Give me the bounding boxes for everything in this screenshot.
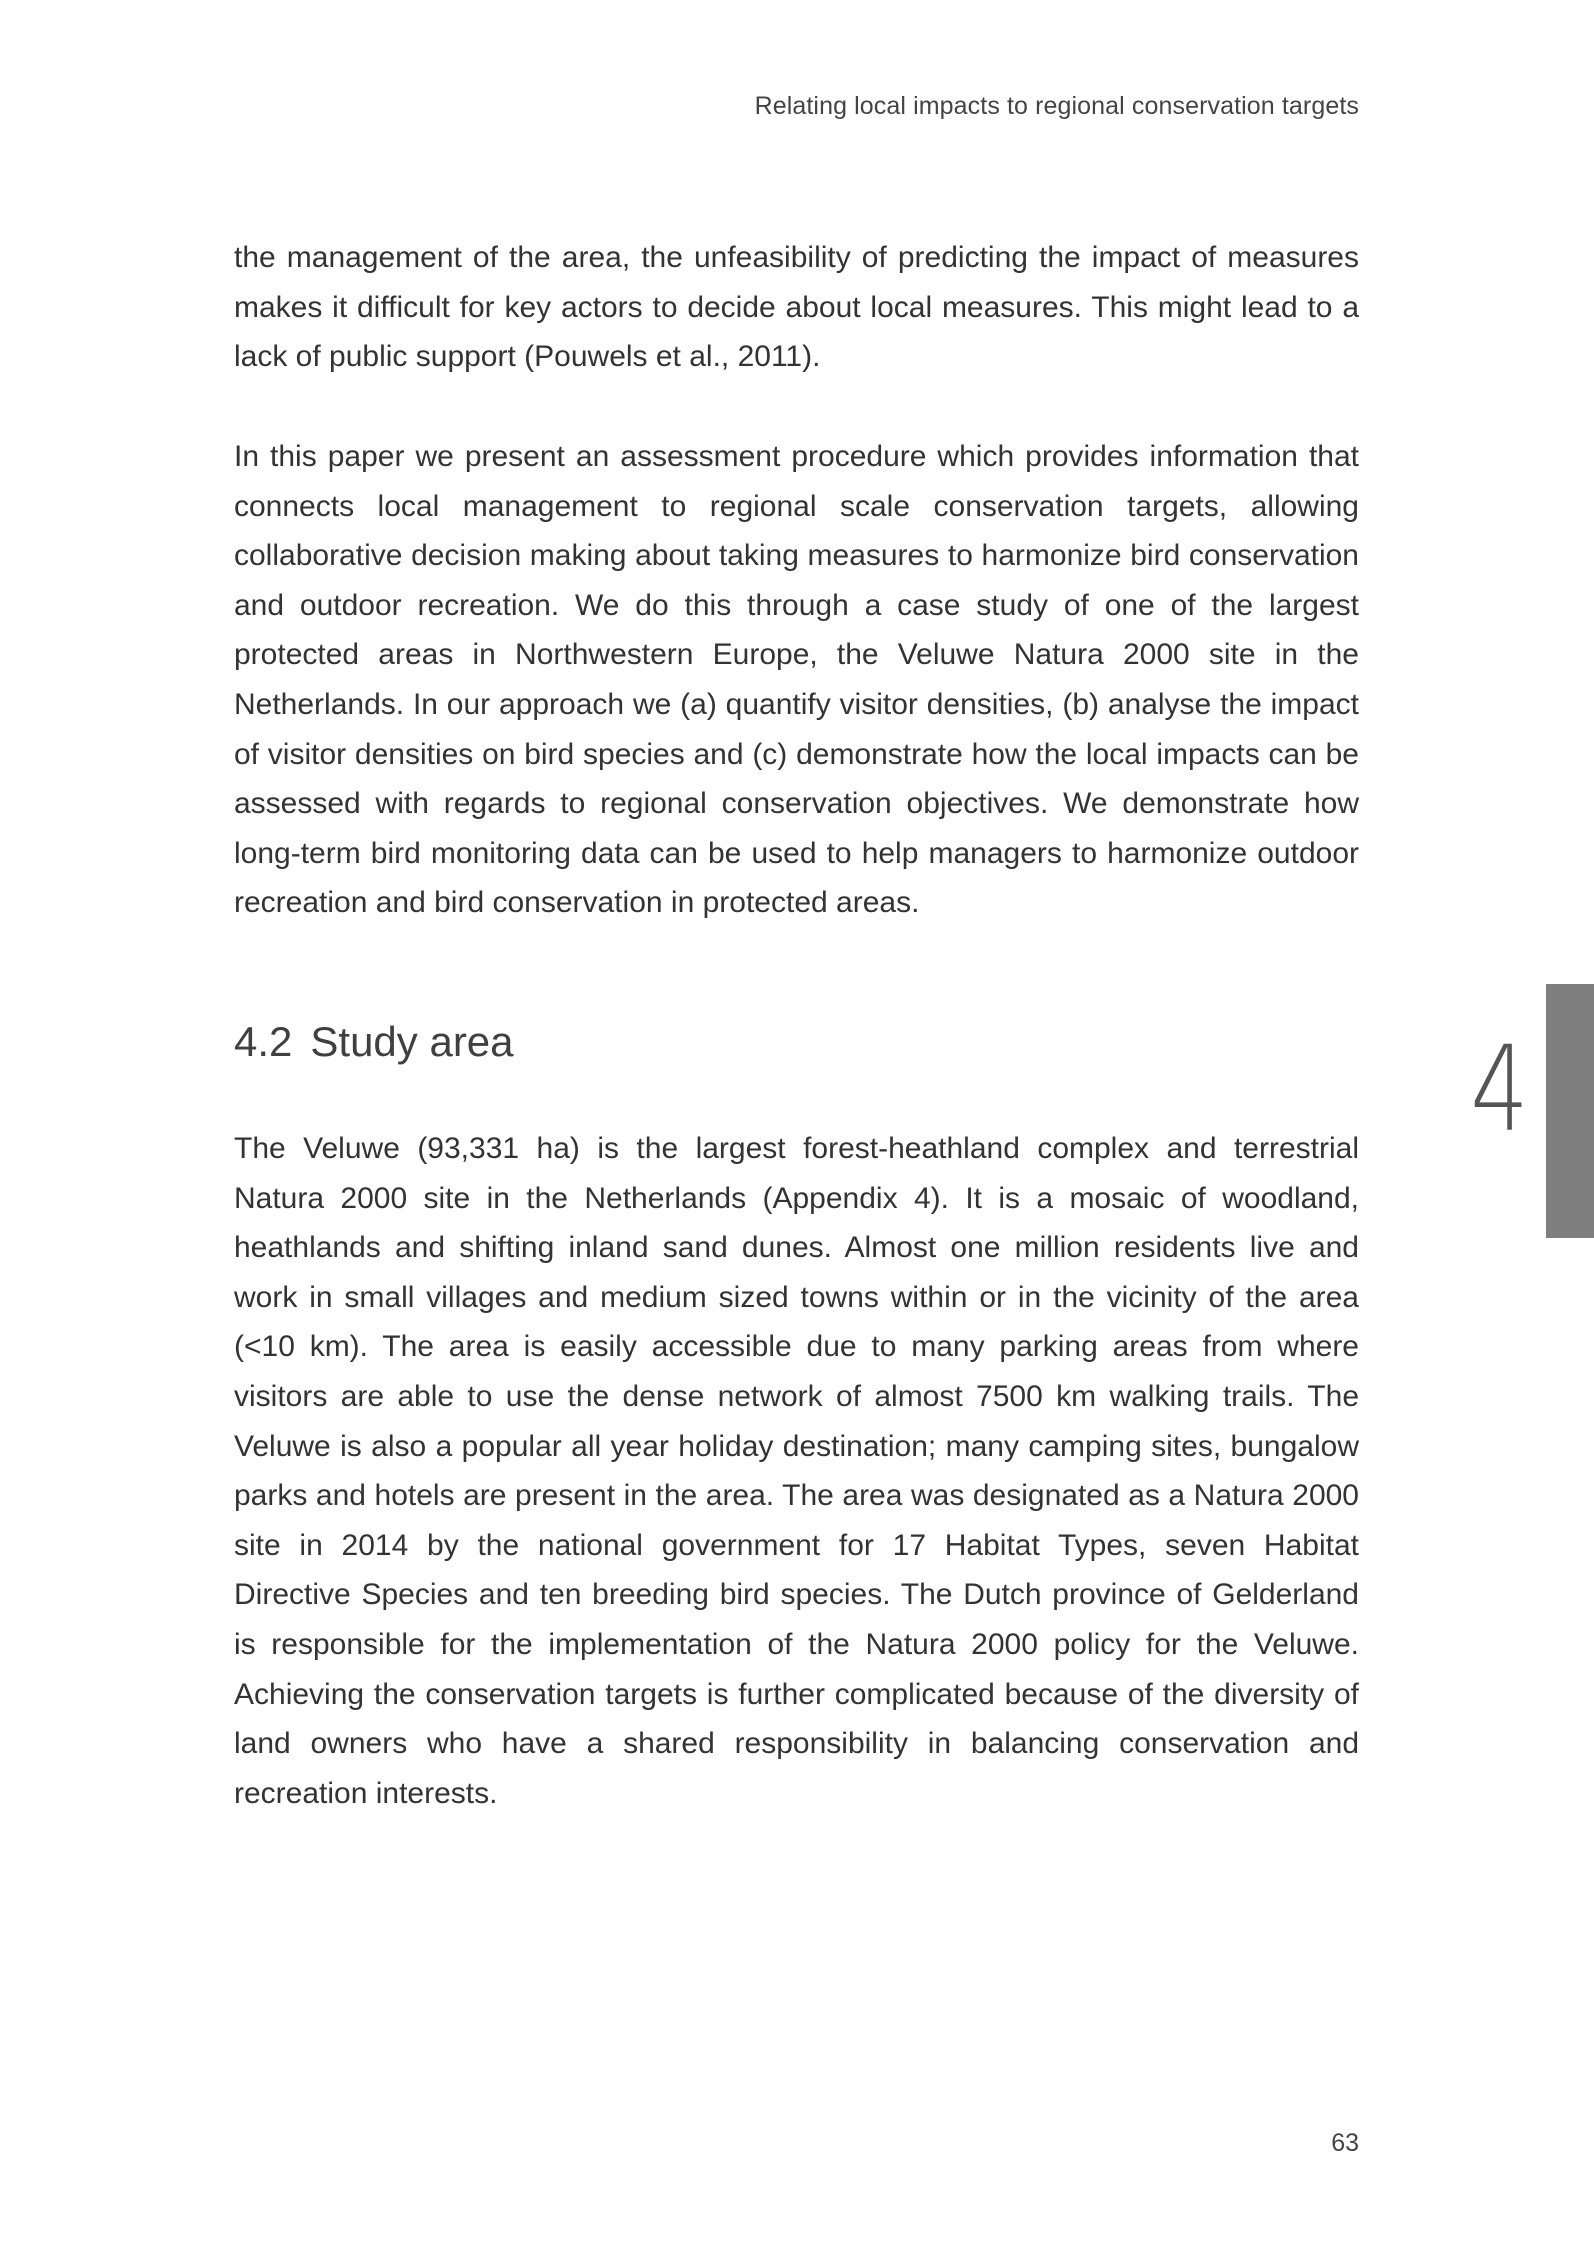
paragraph-study-area: The Veluwe (93,331 ha) is the largest forest-heathland complex and terrestrial Natura 2000 site in the Netherlands (Appendix 4). It is a mosaic of woodland, heathlands and shifting inland sand dunes. Almost one million residents live and work in small villages and medium sized towns within or in the vicinity of the area (<10 km). The area is easily accessible due to many parking areas from where visitors are able to use the dense network of almost 7500 km walking trails. The Veluwe is also a popular all year holiday destination; many camping sites, bungalow parks and hotels are present in the area. The area was designated as a Natura 2000 site in 2014 by the national government for 17 Habitat Types, seven Habitat Directive Species and ten breeding bird species. The Dutch province of Gelderland is responsible for the implementation of the Natura 2000 policy for the Veluwe. Achieving the conservation targets is further complicated because of the diversity of land owners who have a shared responsibility in balancing conservation and recreation interests. [234, 1132, 1359, 1810]
chapter-number: 4 [1470, 1020, 1529, 1158]
paragraph-intro-continued: the management of the area, the unfeasibility of predicting the impact of measures makes it difficult for key actors to decide about local measures. This might lead to a lack of public support (Pouwels et al., 2011). [234, 241, 1359, 374]
section-title: Study area [310, 1018, 514, 1065]
running-header: Relating local impacts to regional conservation targets [754, 92, 1359, 120]
chapter-thumb-tab [1546, 984, 1594, 1238]
section-heading [234, 1018, 514, 1066]
paragraph-paper-aim: In this paper we present an assessment procedure which provides information that connects local management to regional scale conservation targets, allowing collaborative decision making about taking measures to harmonize bird conservation and outdoor recreation. We do this through a case study of one of the largest protected areas in Northwestern Europe, the Veluwe Natura 2000 site in the Netherlands. In our approach we (a) quantify visitor densities, (b) analyse the impact of visitor densities on bird species and (c) demonstrate how the local impacts can be assessed with regards to regional conservation objectives. We demonstrate how long-term bird monitoring data can be used to help managers to harmonize outdoor recreation and bird conservation in protected areas. [234, 440, 1359, 920]
section-number: 4.2 [234, 1018, 293, 1065]
page-number: 63 [1331, 2129, 1359, 2157]
